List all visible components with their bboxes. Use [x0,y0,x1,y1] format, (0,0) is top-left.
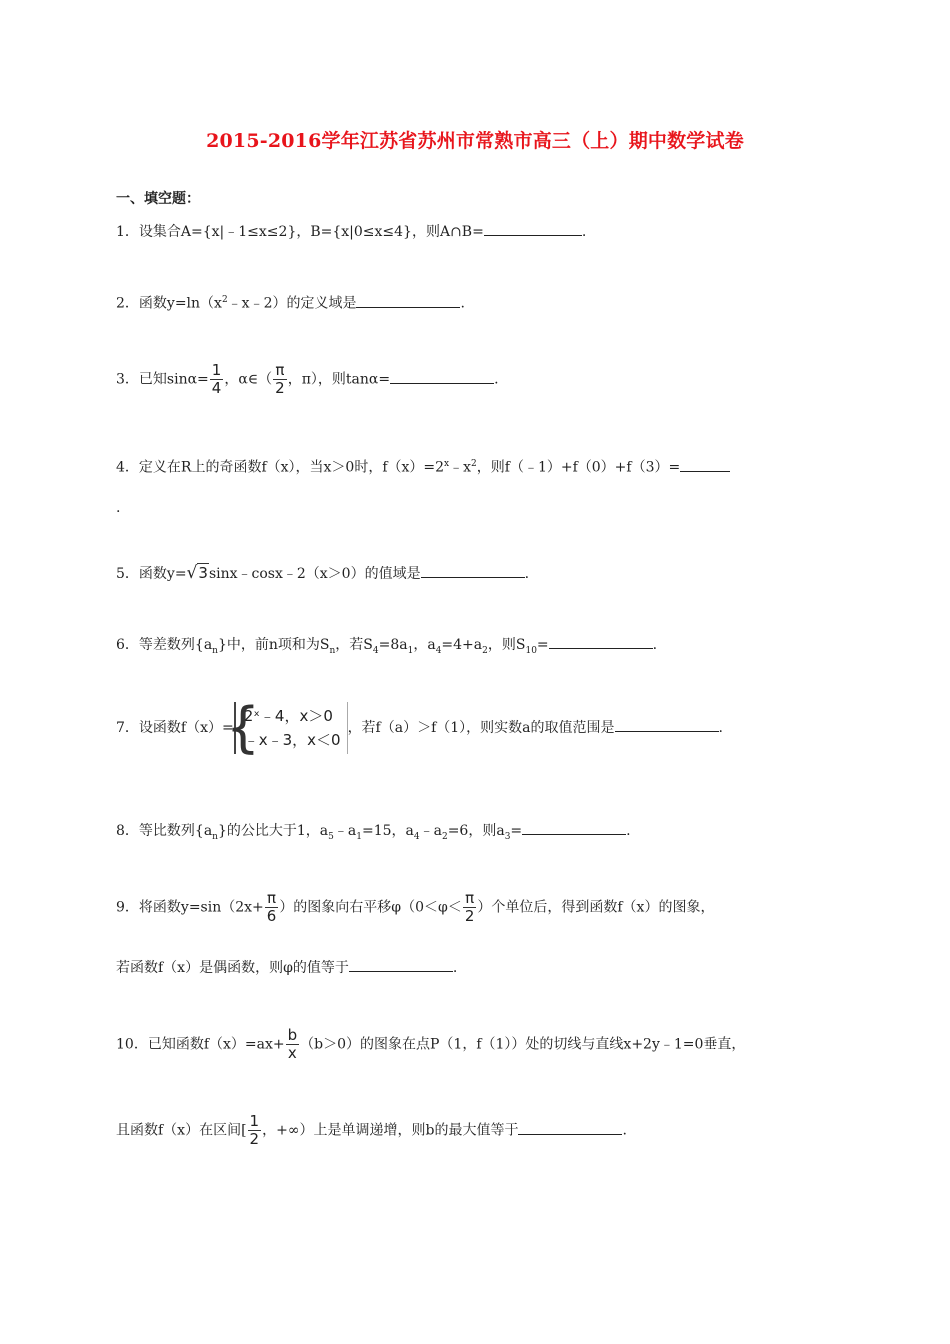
exam-title: 2015-2016学年江苏省苏州市常熟市高三（上）期中数学试卷 [206,130,744,152]
sqrt-symbol: √3 [186,563,208,583]
fraction: $\frac{\pi}{6}$ [266,889,277,925]
question-1: 1．设集合A={x|﹣1≤x≤2}，B={x|0≤x≤4}，则A∩B= . [116,221,586,242]
fraction: $\frac{1}{4}$ [211,361,222,397]
question-10: 10．已知函数f（x）=ax+ $\frac{b}{x}$ （b＞0）的图象在点P（1，f（1））处的切线与直线x+2y﹣1=0垂直， [116,1026,746,1062]
question-9-line-2: 若函数f（x）是偶函数，则φ的值等于 . [116,957,457,978]
question-6: 6．等差数列$\{a_n\}$中，前n项和为$S_n$，若$S_4=8a_1$，$a_4=4+a_2$，则$S_{10}=$ . [116,634,657,661]
question-2: 2．函数$y=\ln(x^2﹣x﹣2)$的定义域是 . [116,290,465,314]
answer-blank[interactable] [680,457,730,472]
question-5: 5．函数y=√3sinx﹣cosx﹣2（x＞0）的值域是 . [116,563,530,583]
question-10-line-2: 且函数f（x）在区间[ $\frac{1}{2}$ ，+∞）上是单调递增，则b的最大值等于 . [116,1112,627,1148]
answer-blank[interactable] [356,293,460,308]
answer-blank[interactable] [615,717,719,732]
answer-blank[interactable] [549,634,653,649]
answer-blank[interactable] [518,1120,622,1135]
fraction: $\frac{\pi}{2}$ [464,889,475,925]
fraction: $\frac{b}{x}$ [287,1026,298,1062]
question-4: 4．定义在R上的奇函数f（x），当x＞0时，$f(x)=2^x﹣x^2$，则f（﹣1）+f（0）+f（3）= [116,454,730,478]
fraction: $\frac{\pi}{2}$ [275,361,285,397]
piecewise-function: { 2ˣ﹣4，x＞0 ﹣x﹣3，x＜0 [234,702,348,754]
answer-blank[interactable] [390,369,494,384]
question-3: 3．已知sinα= $\frac{1}{4}$ ，α∈（ $\frac{\pi}{2}$ ，π），则tanα= . [116,361,499,397]
answer-blank[interactable] [484,221,582,236]
question-4-end: . [116,500,121,516]
question-8: 8．等比数列$\{a_n\}$的公比大于1，$a_5﹣a_1=15$，$a_4﹣a_2=6$，则$a_3=$ . [116,820,631,847]
answer-blank[interactable] [421,563,525,578]
section-heading: 一、填空题： [116,191,200,207]
question-9: 9．将函数y=sin（2x+ $\frac{\pi}{6}$ ）的图象向右平移φ（0＜φ＜ $\frac{\pi}{2}$ ）个单位后，得到函数f（x）的图象， [116,889,715,925]
fraction: $\frac{1}{2}$ [249,1112,260,1148]
answer-blank[interactable] [522,820,626,835]
question-7: 7．设函数f（x）= { 2ˣ﹣4，x＞0 ﹣x﹣3，x＜0 ，若f（a）＞f（1），则实数a的取值范围是 . [116,696,723,759]
answer-blank[interactable] [349,957,453,972]
